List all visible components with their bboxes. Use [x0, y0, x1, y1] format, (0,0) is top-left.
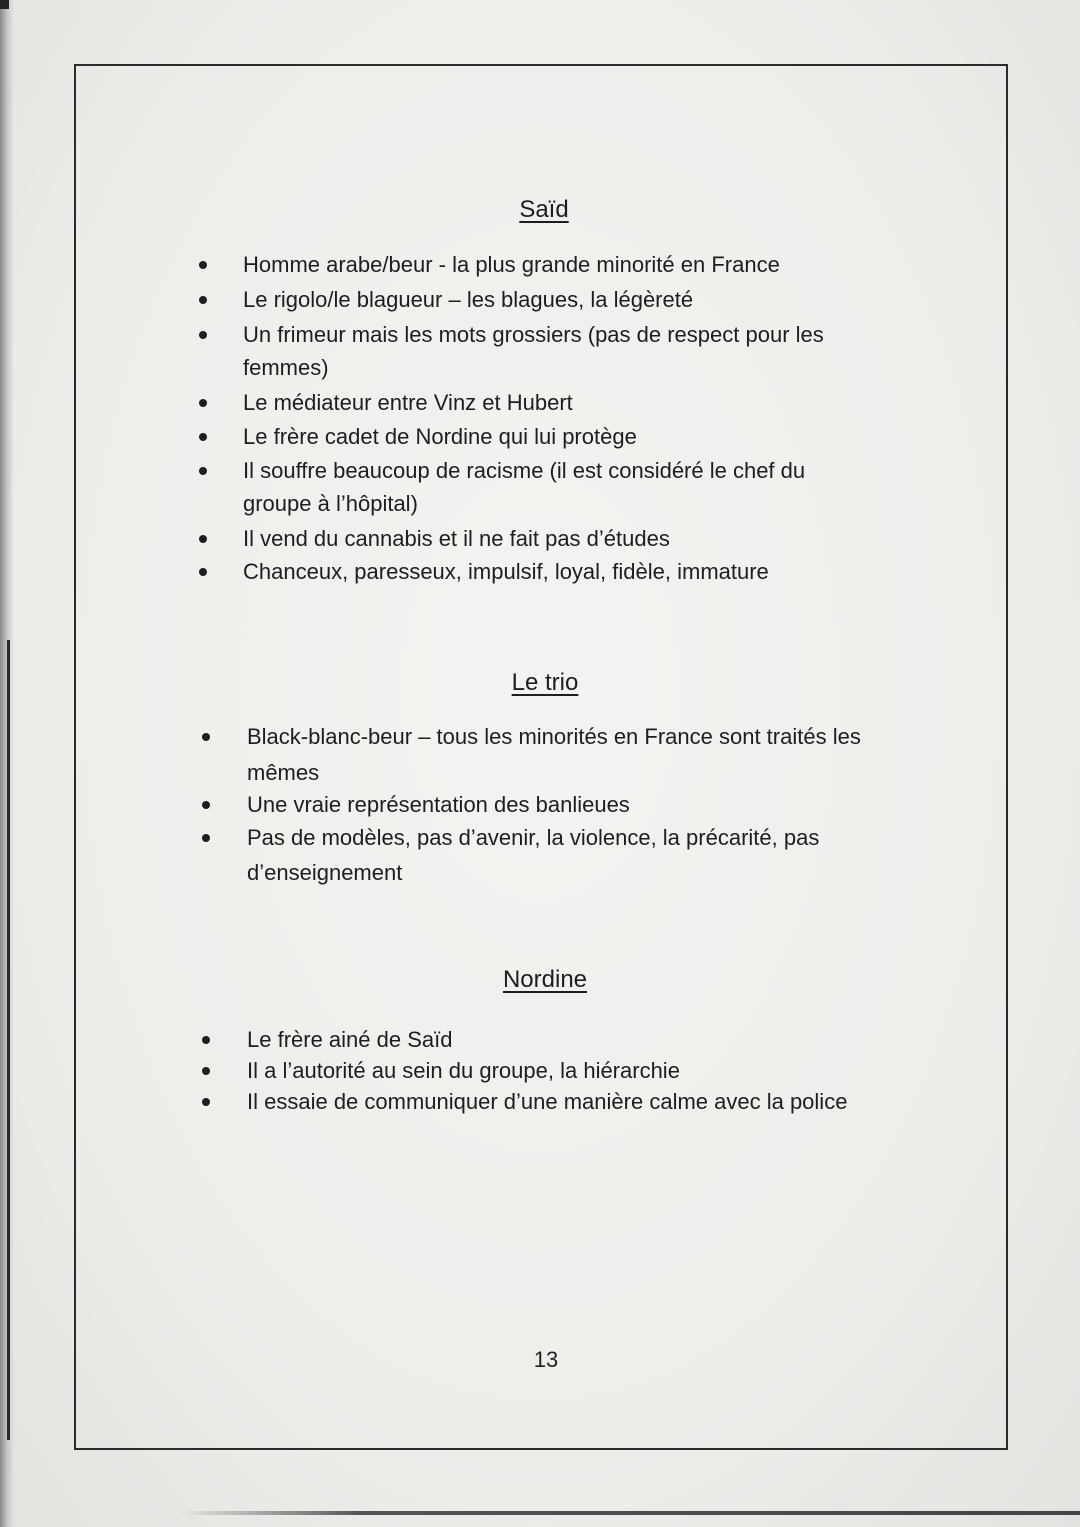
bullet-icon [199, 331, 207, 339]
list-item-text: Chanceux, paresseux, impulsif, loyal, fidèle, immature [243, 559, 769, 584]
bullet-icon [202, 1098, 210, 1106]
bullet-icon [199, 261, 207, 269]
bullet-icon [199, 296, 207, 304]
list-item-text: mêmes [247, 760, 320, 785]
bullet-icon [202, 834, 210, 842]
list-item-text: Il vend du cannabis et il ne fait pas d’études [243, 526, 670, 551]
list-item-text: Il a l’autorité au sein du groupe, la hiérarchie [247, 1058, 680, 1083]
page-number: 13 [533, 1347, 559, 1372]
list-item-text: Il essaie de communiquer d’une manière calme avec la police [247, 1089, 848, 1114]
list-item-text: Un frimeur mais les mots grossiers (pas de respect pour les [243, 322, 824, 347]
bullet-icon [202, 801, 210, 809]
paper-bottom-edge [180, 1511, 1080, 1515]
paper-edge-line [7, 640, 10, 1440]
section-heading: Le trio [511, 669, 579, 696]
bullet-icon [202, 1067, 210, 1075]
list-item-text: Le rigolo/le blagueur – les blagues, la légèreté [243, 287, 694, 312]
bullet-icon [202, 1036, 210, 1044]
list-item-text: Le médiateur entre Vinz et Hubert [243, 390, 573, 415]
bullet-icon [199, 467, 207, 475]
paper-corner [0, 0, 9, 9]
bullet-icon [199, 535, 207, 543]
list-item-text: femmes) [243, 355, 329, 380]
list-item-text: Pas de modèles, pas d’avenir, la violence, la précarité, pas [247, 825, 820, 850]
list-item-text: Homme arabe/beur - la plus grande minorité en France [243, 252, 780, 277]
bullet-icon [199, 399, 207, 407]
section-heading: Nordine [502, 966, 588, 993]
list-item-text: Le frère cadet de Nordine qui lui protège [243, 424, 637, 449]
section-heading: Saïd [519, 196, 569, 223]
bullet-icon [202, 733, 210, 741]
list-item-text: d’enseignement [247, 860, 403, 885]
list-item-text: Il souffre beaucoup de racisme (il est considéré le chef du [243, 458, 806, 483]
bullet-icon [199, 433, 207, 441]
list-item-text: Le frère ainé de Saïd [247, 1027, 453, 1052]
bullet-icon [199, 568, 207, 576]
list-item-text: groupe à l’hôpital) [243, 491, 418, 516]
list-item-text: Une vraie représentation des banlieues [247, 792, 630, 817]
list-item-text: Black-blanc-beur – tous les minorités en France sont traités les [247, 724, 861, 749]
